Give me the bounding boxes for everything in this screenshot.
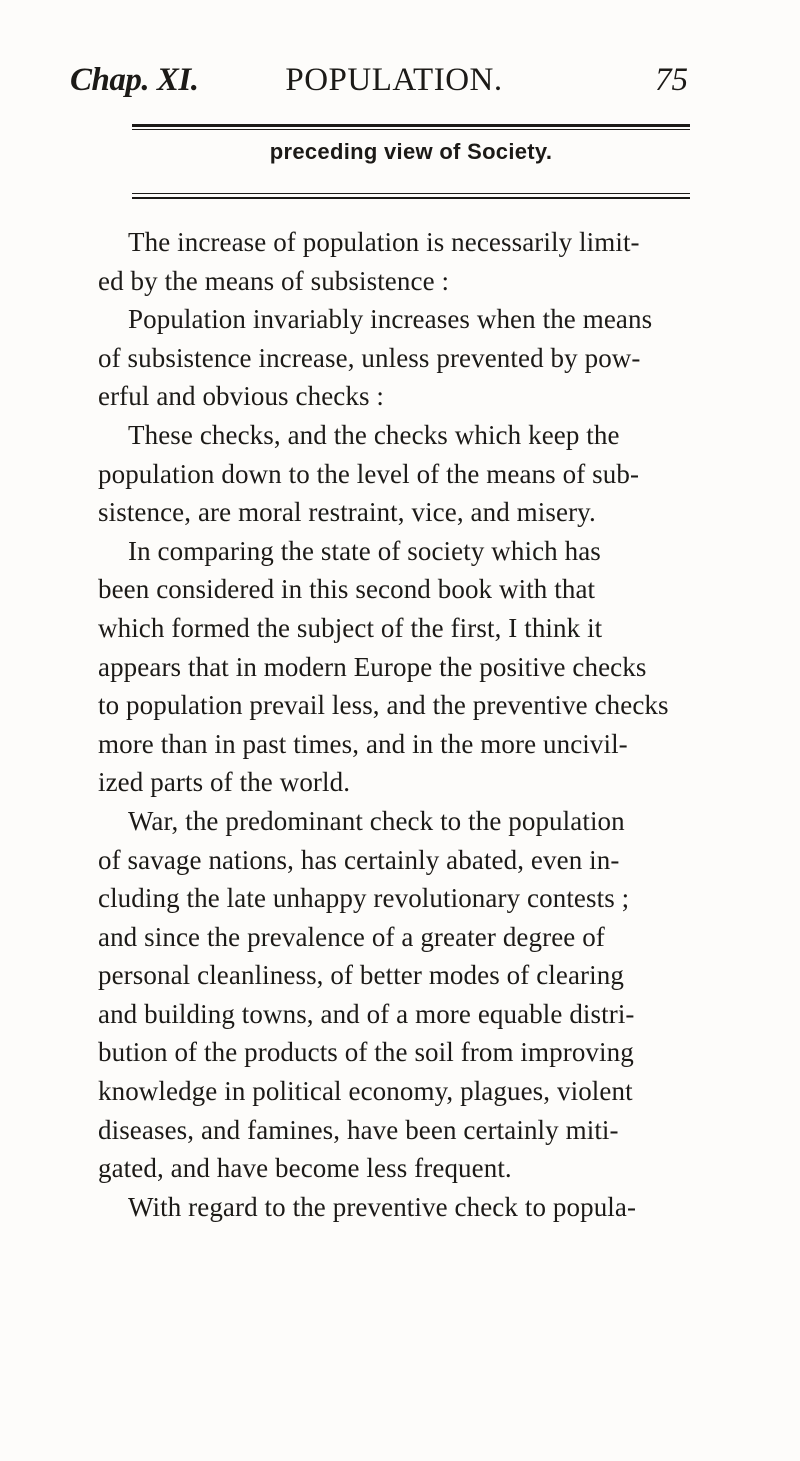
text-line: cluding the late unhappy revolutionary contests ;	[98, 883, 630, 914]
body-text	[98, 223, 698, 1226]
text-line: ed by the means of subsistence :	[98, 265, 450, 296]
text-line: of savage nations, has certainly abated, even in-	[98, 844, 620, 875]
text-line: bution of the products of the soil from improving	[98, 1037, 634, 1068]
text-line: and building towns, and of a more equable distri-	[98, 998, 635, 1029]
caption-bottom-rule-thin	[132, 193, 690, 194]
text-line: which formed the subject of the first, I think it	[98, 612, 603, 643]
text-line: population down to the level of the means of sub-	[98, 458, 640, 489]
chapter-label: Chap. XI.	[70, 62, 199, 98]
caption-top-rule-thin	[132, 129, 690, 130]
text-line: erful and obvious checks :	[98, 381, 385, 412]
caption-top-rule	[132, 124, 690, 127]
text-line: of subsistence increase, unless prevented by pow-	[98, 342, 641, 373]
page-number: 75	[655, 62, 688, 98]
text-line: gated, and have become less frequent.	[98, 1153, 512, 1184]
text-line: In comparing the state of society which has	[128, 535, 601, 566]
text-line: sistence, are moral restraint, vice, and misery.	[98, 497, 596, 528]
text-line: and since the prevalence of a greater degree of	[98, 921, 605, 952]
text-line: appears that in modern Europe the positive checks	[98, 651, 647, 682]
text-line: Population invariably increases when the means	[128, 304, 653, 335]
running-head	[70, 62, 688, 112]
caption-bottom-rule	[132, 197, 690, 199]
section-caption: preceding view of Society.	[269, 139, 553, 164]
text-line: diseases, and famines, have been certainly miti-	[98, 1114, 619, 1145]
text-line: These checks, and the checks which keep the	[128, 419, 620, 450]
text-line: The increase of population is necessarily limit-	[128, 227, 640, 257]
text-line: been considered in this second book with that	[98, 574, 596, 605]
text-line: knowledge in political economy, plagues, violent	[98, 1076, 633, 1107]
text-line: ized parts of the world.	[98, 767, 351, 798]
text-line: to population prevail less, and the preventive checks	[98, 690, 669, 721]
text-line: more than in past times, and in the more uncivil-	[98, 728, 628, 759]
text-line: War, the predominant check to the population	[128, 805, 625, 836]
text-line: personal cleanliness, of better modes of clearing	[98, 960, 624, 991]
running-title: POPULATION.	[285, 62, 503, 98]
text-line: With regard to the preventive check to popula-	[128, 1191, 637, 1222]
